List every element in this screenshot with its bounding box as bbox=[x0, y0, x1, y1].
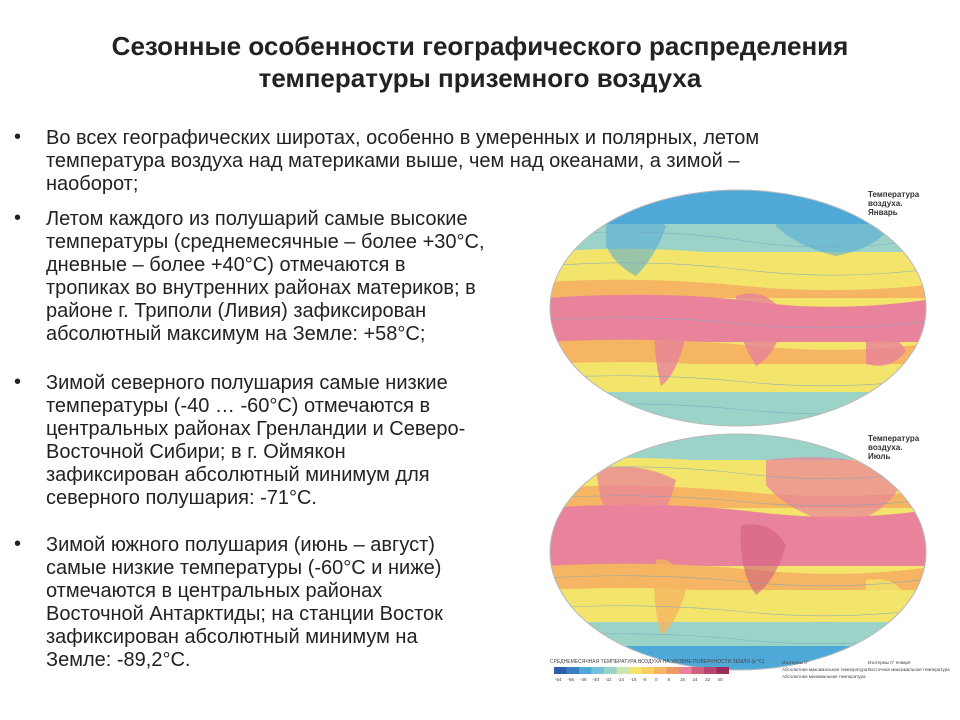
legend-swatch bbox=[679, 667, 692, 674]
bullet-line: зафиксирован абсолютный минимум на bbox=[46, 626, 418, 648]
legend-tick-label: 24 bbox=[692, 677, 698, 682]
bullet-text-3 bbox=[46, 372, 465, 510]
legend-swatch bbox=[617, 667, 630, 674]
map-label-line: Температура воздуха. bbox=[868, 190, 920, 208]
legend-tick-label: 40 bbox=[717, 677, 723, 682]
bullet-line: Восточной Сибири; в г. Оймякон bbox=[46, 441, 346, 463]
map-label-line: Июль bbox=[868, 452, 891, 461]
bullet-line: наоборот; bbox=[46, 173, 139, 195]
january-temperature-map bbox=[546, 186, 952, 430]
legend-swatch bbox=[667, 667, 680, 674]
bullet-line: Зимой северного полушария самые низкие bbox=[46, 372, 448, 394]
legend-caption: СРЕДНЕМЕСЯЧНАЯ ТЕМПЕРАТУРА ВОЗДУХА НА УРОВНЕ ПОВЕРХНОСТИ ЗЕМЛИ (в °С) bbox=[550, 659, 765, 665]
legend-tick-label: -8 bbox=[642, 677, 647, 682]
legend-tick-label: 8 bbox=[667, 677, 671, 682]
july-map-graphic bbox=[546, 430, 952, 674]
legend-note: Абсолютная минимальная температура bbox=[782, 674, 866, 679]
july-map-label bbox=[868, 434, 948, 461]
legend-tick-label: -16 bbox=[630, 677, 637, 682]
legend-swatch bbox=[592, 667, 605, 674]
bullet-line: зафиксирован абсолютный минимум для bbox=[46, 464, 430, 486]
slide-title-line-1: Сезонные особенности географического распределения bbox=[111, 31, 849, 61]
legend-swatch bbox=[554, 667, 567, 674]
legend-note: Изотермы 0° января bbox=[868, 660, 911, 665]
bullet-line: Земле: -89,2°С. bbox=[46, 649, 191, 671]
bullet-line: отмечаются в центральных районах bbox=[46, 580, 383, 602]
bullet-line: температуры (среднемесячные – более +30°С, bbox=[46, 231, 485, 253]
legend-tick-label: 0 bbox=[655, 677, 658, 682]
legend-swatches bbox=[554, 667, 729, 674]
legend-tick-label: -40 bbox=[592, 677, 600, 682]
legend-swatch bbox=[692, 667, 705, 674]
map-label-line: Температура воздуха. bbox=[868, 434, 920, 452]
bullet-text-4 bbox=[46, 534, 443, 672]
map-legend bbox=[546, 656, 952, 692]
legend-swatch bbox=[642, 667, 655, 674]
legend-tick-label: 32 bbox=[705, 677, 711, 682]
bullet-line: тропиках во внутренних районах материков; в bbox=[46, 277, 476, 299]
legend-swatch bbox=[704, 667, 717, 674]
legend-swatch bbox=[654, 667, 667, 674]
bullet-line: Зимой южного полушария (июнь – август) bbox=[46, 534, 435, 556]
legend-swatch bbox=[567, 667, 580, 674]
january-map-label bbox=[868, 190, 948, 217]
bullet-line: Летом каждого из полушарий самые высокие bbox=[46, 208, 468, 230]
legend-tick-label: -56 bbox=[567, 677, 575, 682]
bullet-dot-icon: • bbox=[14, 533, 22, 555]
july-temperature-map bbox=[546, 430, 952, 674]
legend-graphic bbox=[546, 656, 952, 692]
bullet-line: абсолютный максимум на Земле: +58°С; bbox=[46, 323, 426, 345]
legend-swatch bbox=[604, 667, 617, 674]
legend-swatch bbox=[717, 667, 730, 674]
legend-tick-label: -24 bbox=[617, 677, 625, 682]
bullet-line: Во всех географических широтах, особенно в умеренных и полярных, летом bbox=[46, 127, 760, 149]
temperature-maps bbox=[546, 186, 952, 686]
bullet-line: температуры (-40 … -60°С) отмечаются в bbox=[46, 395, 431, 417]
bullet-dot-icon: • bbox=[14, 126, 22, 148]
legend-tick-label: 16 bbox=[680, 677, 686, 682]
slide-title bbox=[40, 30, 920, 94]
legend-tick-label: -64 bbox=[555, 677, 562, 682]
bullet-dot-icon: • bbox=[14, 371, 22, 393]
bullet-line: дневные – более +40°С) отмечаются в bbox=[46, 254, 406, 276]
bullet-line: центральных районах Гренландии и Северо- bbox=[46, 418, 466, 440]
legend-ticks bbox=[555, 677, 723, 682]
legend-note: Восточная максимальная температура bbox=[868, 667, 950, 672]
legend-notes bbox=[782, 660, 950, 679]
legend-note: Абсолютная максимальная температура bbox=[782, 667, 868, 672]
bullet-line: северного полушария: -71°С. bbox=[46, 487, 317, 509]
bullet-line: температура воздуха над материками выше, чем над океанами, а зимой – bbox=[46, 150, 740, 172]
bullet-line: районе г. Триполи (Ливия) зафиксирован bbox=[46, 300, 427, 322]
bullet-line: самые низкие температуры (-60°С и ниже) bbox=[46, 557, 442, 579]
map-label-line: Январь bbox=[868, 208, 898, 217]
legend-swatch bbox=[629, 667, 642, 674]
legend-note: Изотермы 0° bbox=[782, 660, 809, 665]
legend-tick-label: -48 bbox=[580, 677, 587, 682]
bullet-text-2 bbox=[46, 208, 485, 346]
bullet-dot-icon: • bbox=[14, 207, 22, 229]
slide-title-line-2: температуры приземного воздуха bbox=[258, 63, 702, 93]
legend-tick-label: -32 bbox=[605, 677, 612, 682]
legend-swatch bbox=[579, 667, 592, 674]
january-map-graphic bbox=[546, 186, 952, 430]
bullet-line: Восточной Антарктиды; на станции Восток bbox=[46, 603, 443, 625]
